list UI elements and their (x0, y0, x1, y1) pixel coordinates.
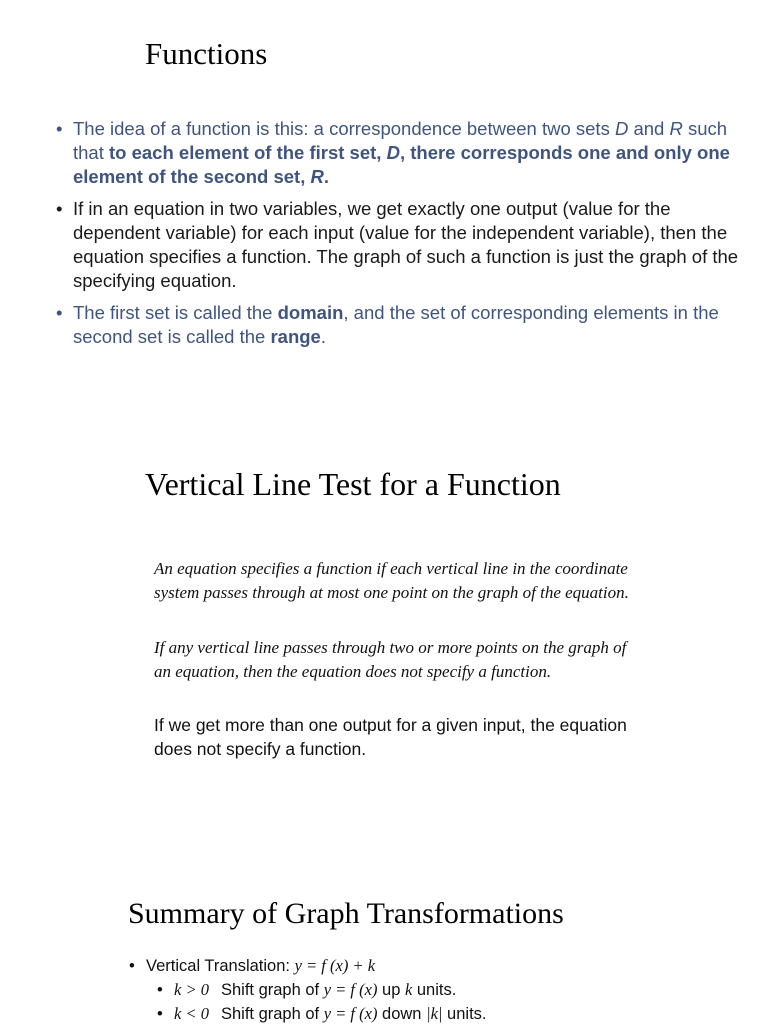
text: and (628, 118, 670, 139)
text: up (377, 981, 405, 999)
bold-set-r: R (310, 166, 324, 187)
bullet-list (129, 954, 749, 1026)
bullet-equation: • If in an equation in two variables, we get exactly one output (value for the dependent variable) for each input (value for the independent variable), then the equation specifies a function. The graph of such a function is just the graph of the specifying equation. (56, 197, 756, 293)
bullet-list (56, 117, 756, 357)
text: Shift graph of (220, 1005, 324, 1023)
text: down (377, 1005, 427, 1023)
paragraph-test-converse: If any vertical line passes through two or more points on the graph of an equation, then the equation does not specify a function. (154, 638, 627, 681)
abs-k: |k| (426, 1004, 443, 1023)
text: such that (73, 118, 728, 163)
sub-bullet-k-negative (157, 1002, 749, 1026)
text: units. (412, 981, 457, 999)
set-d: D (614, 118, 629, 139)
slide-title: Summary of Graph Transformations (128, 897, 564, 930)
formula: y = f (x) (323, 980, 378, 999)
period: . (320, 326, 326, 347)
bold-text: , there corresponds one and only one element of the second set, (73, 142, 730, 187)
paragraph-output-rule: If we get more than one output for a given input, the equation does not specify a function. (154, 715, 627, 759)
slide-title: Vertical Line Test for a Function (145, 466, 561, 502)
condition: k > 0 (174, 980, 209, 999)
sub-bullet-k-positive (157, 978, 749, 1002)
text: Shift graph of (220, 981, 324, 999)
term-range: range (270, 326, 321, 347)
text: units. (442, 1005, 487, 1023)
formula: y = f (x) (323, 1004, 378, 1023)
term-domain: domain (277, 302, 344, 323)
text: The first set is called the (73, 302, 278, 323)
bullet-domain-range (56, 301, 756, 349)
paragraph-test-statement: An equation specifies a function if each vertical line in the coordinate system passes through at most one point on the graph of the equation. (154, 559, 629, 602)
slide-title: Functions (145, 36, 268, 71)
text: The idea of a function is this: a correspondence between two sets (73, 118, 615, 139)
period: . (323, 166, 329, 187)
bullet-vertical-translation (129, 954, 749, 978)
bold-set-d: D (386, 142, 400, 163)
label: Vertical Translation: (146, 957, 295, 975)
bullet-definition (56, 117, 756, 189)
formula: y = f (x) + k (294, 956, 376, 975)
bold-text: to each element of the first set, (109, 142, 387, 163)
condition: k < 0 (174, 1004, 209, 1023)
k: k (404, 980, 413, 999)
text: , and the set of corresponding elements in the second set is called the (73, 302, 719, 347)
set-r: R (669, 118, 683, 139)
